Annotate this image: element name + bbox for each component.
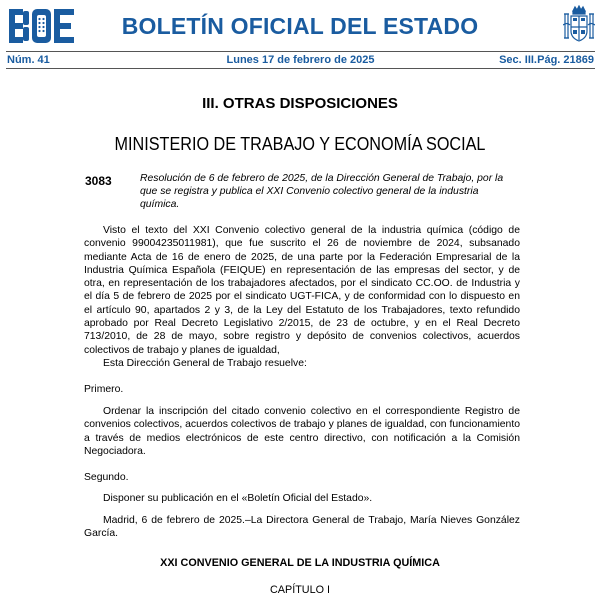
coat-of-arms-icon bbox=[563, 5, 595, 45]
convenio-title: XXI CONVENIO GENERAL DE LA INDUSTRIA QUÍMICA bbox=[160, 557, 440, 569]
paragraph-visto: Visto el texto del XXI Convenio colectivo general de la industria química (código de convenio 99004235011981), que fue suscrito el 26 de noviembre de 2024, subsanado mediante Acta de 16 de enero de 2025, de una parte por la Federación Empresarial de la Industria Química Española (FEIQUE) en representación de las empresas del sector, y de otra, en representación de los trabajadores afectados, por el sindicato CC.OO. de Industria y el día 5 de febrero de 2025 por el sindicato UGT-FICA, y de conformidad con lo dispuesto en el artículo 90, apartados 2 y 3, de la Ley del Estatuto de los Trabajadores, texto refundido aprobado por Real Decreto Legislativo 2/2015, de 23 de octubre, y en el Real Decreto 713/2010, de 28 de mayo, sobre registro y depósito de convenios colectivos, acuerdos colectivos de trabajo y planes de igualdad, bbox=[84, 225, 520, 356]
section-label: Sec. III. bbox=[499, 54, 537, 66]
issue-number: Núm. 41 bbox=[7, 54, 50, 66]
section-title: III. OTRAS DISPOSICIONES bbox=[202, 95, 398, 112]
chapter-heading: CAPÍTULO I bbox=[270, 584, 330, 596]
issue-date: Lunes 17 de febrero de 2025 bbox=[226, 54, 375, 66]
issue-info-bar bbox=[6, 51, 595, 69]
primero-label: Primero. bbox=[84, 384, 124, 395]
resolution-summary: Resolución de 6 de febrero de 2025, de la Dirección General de Trabajo, por la que se registra y publica el XXI Convenio colectivo general de la industria química. bbox=[140, 173, 504, 211]
paragraph-resuelve: Esta Dirección General de Trabajo resuelve: bbox=[103, 358, 307, 369]
ministry-name: MINISTERIO DE TRABAJO Y ECONOMÍA SOCIAL bbox=[114, 134, 486, 154]
page-number: Pág. 21869 bbox=[537, 54, 594, 66]
reference-number: 3083 bbox=[85, 174, 112, 188]
paragraph-segundo: Disponer su publicación en el «Boletín Oficial del Estado». bbox=[103, 493, 373, 504]
signature-paragraph: Madrid, 6 de febrero de 2025.–La Directora General de Trabajo, María Nieves González García. bbox=[84, 515, 520, 540]
segundo-label: Segundo. bbox=[84, 472, 129, 483]
paragraph-primero: Ordenar la inscripción del citado convenio colectivo en el correspondiente Registro de convenios colectivos, acuerdos colectivos de trabajo y planes de igualdad, con funcionamiento a través de medios electrónicos de este centro directivo, con notificación a la Comisión Negociadora. bbox=[84, 406, 520, 457]
newspaper-title: BOLETÍN OFICIAL DEL ESTADO bbox=[121, 13, 479, 39]
page-header bbox=[0, 0, 600, 52]
